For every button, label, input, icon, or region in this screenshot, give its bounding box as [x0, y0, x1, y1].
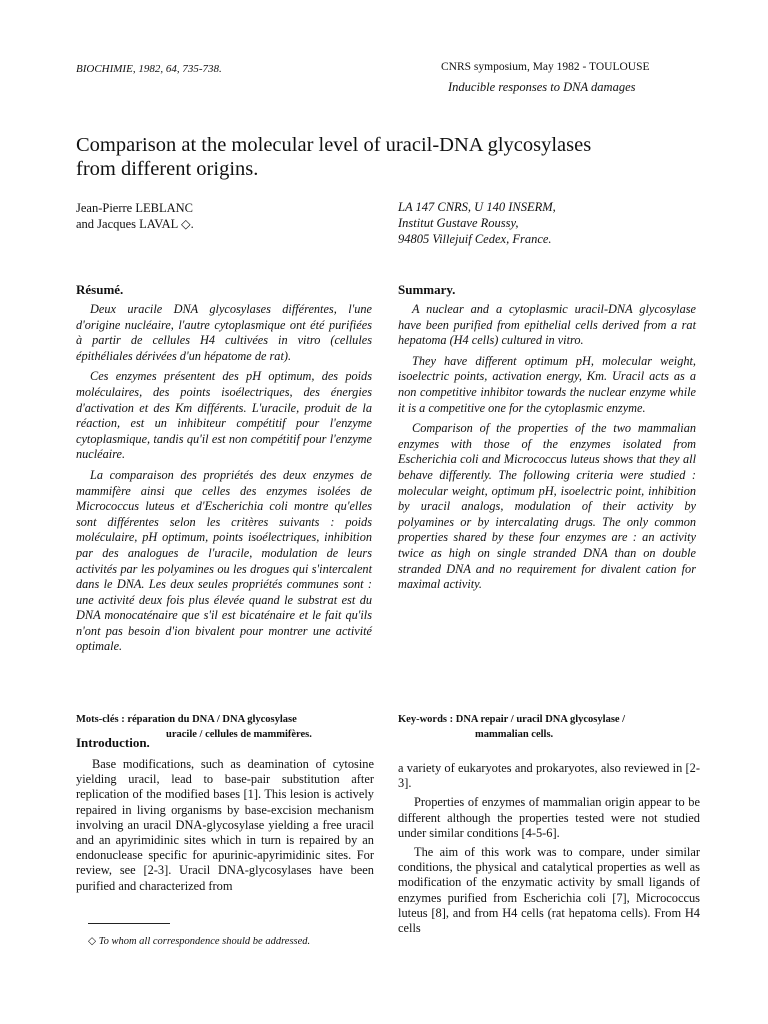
conference-line: CNRS symposium, May 1982 - TOULOUSE: [441, 61, 650, 73]
key-words-line-1: DNA repair / uracil DNA glycosylase /: [455, 714, 626, 725]
summary-paragraph: They have different optimum pH, molecular weight, isoelectric points, activation energy, Km. Uracil acts as a non competitive inhibitor towards the nuclear enzyme while it is a competitive one for the cytoplasmic enzyme.: [398, 353, 696, 415]
author-line-2: and Jacques LAVAL ◇.: [76, 217, 194, 231]
resume-paragraph: La comparaison des propriétés des deux enzymes de mammifère ainsi que celles des enzymes isolées de Micrococcus luteus et d'Escherichia coli montre qu'elles sont différentes selon les critères suivants : poids moléculaire, pH optimum, points isoélectriques, inhibition par des analogues de l'uracile, modulation de leurs activités par les polyamines ou les drogues qui s'intercalent dans le DNA. Les deux seules propriétés communes sont : une activité deux fois plus élevée quand le substrat est du DNA monocaténaire que s'il est bicaténaire et le fait qu'ils n'ont pas besoin d'ion bivalent pour montrer une activité optimale.: [76, 467, 372, 654]
affiliation-line-3: 94805 Villejuif Cedex, France.: [398, 232, 552, 246]
introduction-paragraph: Base modifications, such as deamination of cytosine yielding uracil, lead to base-pair substitution after replication of the modified bases [1]. This lesion is actively repaired in living organisms by base-excision mechanism involving an uracil DNA-glycosylase yielding a free uracil and an apyrimidinic sites which in turn is repaired by an endonuclease specific for apurinic-apyrimidinic sites. For review, see [2-3]. Uracil DNA-glycosylases have been purified and characterized from: [76, 757, 374, 893]
affiliation-line-2: Institut Gustave Roussy,: [398, 216, 519, 230]
mots-cles-label: Mots-clés :: [76, 714, 125, 725]
resume-body: [76, 302, 372, 660]
conference-subtitle: Inducible responses to DNA damages: [448, 80, 636, 94]
introduction-right-column: [398, 761, 700, 940]
key-words-line-2: mammalian cells.: [475, 729, 554, 740]
author-line-1: Jean-Pierre LEBLANC: [76, 201, 193, 215]
introduction-paragraph: a variety of eukaryotes and prokaryotes, also reviewed in [2-3].: [398, 761, 700, 791]
footnote: ◇ To whom all correspondence should be addressed.: [88, 936, 311, 947]
summary-paragraph: Comparison of the properties of the two mammalian enzymes with those of the enzymes isolated from Escherichia coli and Micrococcus luteus shows that they all behave differently. The following criteria were studied : molecular weight, optimum pH, isoelectric point, inhibition by uracil analogs, modulation of their activity by polyamines or by intercalating drugs. The only common properties shared by these four enzymes are : an activity twice as high on single stranded DNA than on double stranded DNA and no requirement for divalent cation for maximal activity.: [398, 421, 696, 592]
introduction-left-column: [76, 757, 374, 898]
article-title: Comparison at the molecular level of uracil-DNA glycosylases from different origins.: [76, 134, 592, 180]
affiliation: [398, 199, 556, 247]
footnote-divider-dash: [140, 923, 170, 924]
introduction-paragraph: Properties of enzymes of mammalian origin appear to be different although the properties tested were not studied under similar conditions [4-5-6].: [398, 795, 700, 840]
footnote-divider: [88, 923, 148, 924]
summary-paragraph: A nuclear and a cytoplasmic uracil-DNA glycosylase have been purified from epithelial cells derived from a rat hepatoma (H4 cells) cultured in vitro.: [398, 302, 696, 348]
resume-heading: Résumé.: [76, 282, 124, 297]
mots-cles-line-1: réparation du DNA / DNA glycosylase: [127, 714, 297, 725]
mots-cles-line-2: uracile / cellules de mammifères.: [166, 729, 312, 740]
resume-paragraph: Ces enzymes présentent des pH optimum, des poids moléculaires, des points isoélectriques, des énergies d'activation et des Km différents. L'uracile, produit de la réaction, est un inhibiteur compétitif pour l'enzyme cytoplasmique, tandis qu'il est non compétitif pour l'enzyme nucléaire.: [76, 369, 372, 462]
summary-body: [398, 302, 696, 598]
journal-citation: BIOCHIMIE, 1982, 64, 735-738.: [76, 63, 222, 75]
key-words: [398, 712, 698, 742]
summary-heading: Summary.: [398, 282, 456, 297]
resume-paragraph: Deux uracile DNA glycosylases différentes, l'une d'origine nucléaire, l'autre cytoplasmique ont été purifiées à partir de cellules H4 cultivées in vitro (cellules épithéliales dérivées d'un hépatome de rat).: [76, 302, 372, 363]
affiliation-line-1: LA 147 CNRS, U 140 INSERM,: [398, 200, 556, 214]
key-words-label: Key-words :: [398, 714, 454, 725]
introduction-paragraph: The aim of this work was to compare, under similar conditions, the physical and catalytical properties as well as modification of the enzymatic activity by small ligands of enzymes purified from Escherichia coli [7], Micrococcus luteus [8], and from H4 cells (rat hepatoma cells). From H4 cells: [398, 845, 700, 936]
authors: [76, 200, 194, 232]
introduction-heading: Introduction.: [76, 735, 150, 750]
